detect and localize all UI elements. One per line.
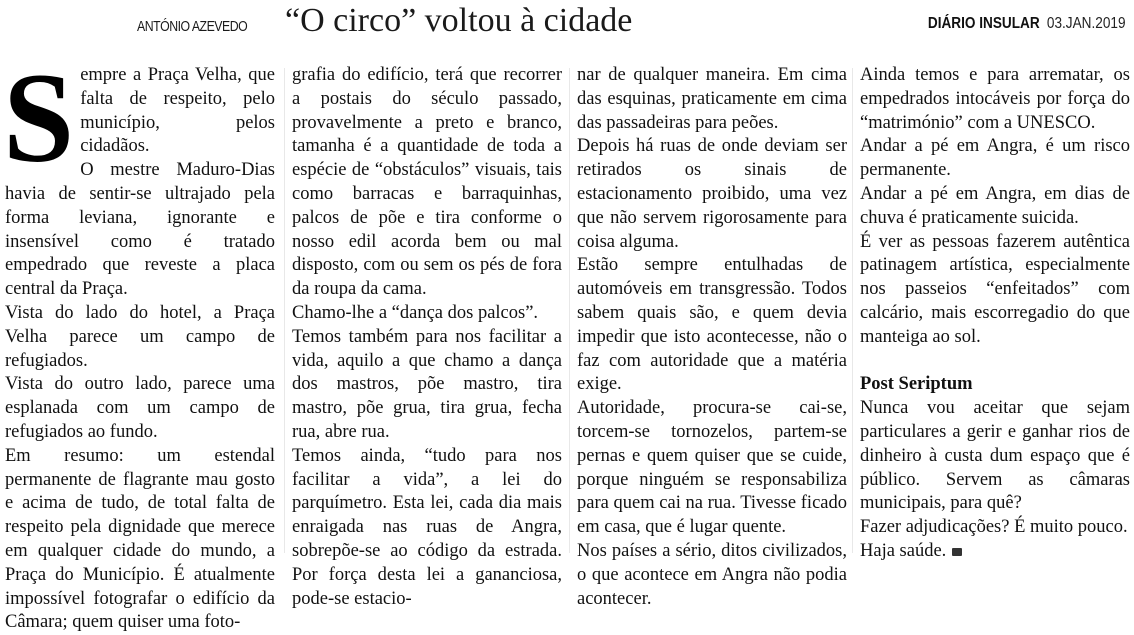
end-of-article-icon [952,548,962,556]
paragraph: Temos ainda, “tudo para nos facilitar a vida”, a lei do parquímetro. Esta lei, cada dia mais enraigada nas ruas de Angra, sobrepõe-se ao código da estrada. Por força desta lei a gananciosa, pode-se estacio- [292,445,562,609]
publication-info [928,15,1126,33]
column-1 [3,47,275,635]
paragraph: Andar a pé em Angra, é um risco permanente. [860,136,1130,181]
paragraph: nar de qualquer maneira. Em cima das esquinas, praticamente em cima das passadeiras para peões. [577,65,847,133]
column-4 [860,64,1130,564]
paragraph: empre a Praça Velha, que falta de respeito, pelo município, pelos cidadãos. [80,65,275,157]
publication-name: DIÁRIO INSULAR [928,15,1041,32]
article-title: “O circo” voltou à cidade [285,2,633,39]
paragraph: Ainda temos e para arrematar, os empedrados intocáveis por força do “matrimónio” com a UNESCO. [860,65,1130,133]
paragraph: Andar a pé em Angra, em dias de chuva é praticamente suicida. [860,183,1130,228]
column-2 [292,64,562,611]
paragraph: Depois há ruas de onde deviam ser retirados os sinais de estacionamento proibido, uma vez que não servem rigorosamente para coisa alguma. [577,136,847,252]
author-byline: ANTÓNIO AZEVEDO [137,18,248,35]
column-divider [284,68,285,553]
closing-line: Haja saúde. [860,540,947,561]
paragraph: Nunca vou aceitar que sejam particulares a gerir e ganhar rios de dinheiro à custa dum espaço que é público. Servem as câmaras municipais, para quê? [860,398,1130,514]
column-3 [577,64,847,611]
paragraph: Chamo-lhe a “dança dos palcos”. [292,302,539,323]
paragraph: Autoridade, procura-se cai-se, torcem-se tornozelos, partem-se pernas e quem quiser que se cuide, porque ninguém se responsabiliza para quem cai na rua. Tivesse ficado em casa, que é lugar quente. [577,398,847,538]
article-header [0,0,1134,48]
paragraph: Estão sempre entulhadas de automóveis em transgressão. Todos sabem quais são, e quem devia impedir que isto acontecesse, não o faz com autoridade que a matéria exige. [577,255,847,395]
paragraph: Temos também para nos facilitar a vida, aquilo a que chamo a dança dos mastros, põe mastro, tira mastro, põe grua, tira grua, fecha rua, abre rua. [292,326,562,442]
article-body [0,47,1134,633]
postscript-heading: Post Seriptum [860,374,973,395]
paragraph: Nos países a sério, ditos civilizados, o que acontece em Angra não podia acontecer. [577,540,847,609]
column-divider [852,68,853,553]
paragraph: Vista do outro lado, parece uma esplanada com um campo de refugiados ao fundo. [5,374,275,442]
publication-date: 03.JAN.2019 [1047,15,1126,32]
column-divider [569,68,570,553]
drop-cap: S [3,47,75,189]
paragraph: O mestre Maduro-Dias havia de sentir-se ultrajado pela forma leviana, ignorante e insensível como é tratado empedrado que reveste a placa central da Praça. [5,160,275,300]
paragraph: Fazer adjudicações? É muito pouco. [860,517,1128,538]
paragraph: É ver as pessoas fazerem autêntica patinagem artística, especialmente nos passeios “enfeitados” com calcário, mais escorregadio do que manteiga ao sol. [860,231,1130,347]
paragraph: Vista do lado do hotel, a Praça Velha parece um campo de refugiados. [5,302,275,371]
paragraph: Em resumo: um estendal permanente de flagrante mau gosto e acima de tudo, de total falta de respeito pela dignidade que merece em qualquer cidade do mundo, a Praça do Município. É atualmente impossível fotografar o edifício da Câmara; quem quiser uma foto- [5,445,275,633]
paragraph: grafia do edifício, terá que recorrer a postais do século passado, provavelmente a preto e branco, tamanha é a quantidade de toda a espécie de “obstáculos” visuais, tais como barracas e barraquinhas, palcos de põe e tira conforme o nosso edil acorda bem ou mal disposto, com ou sem os pés de fora da roupa da cama. [292,65,562,300]
